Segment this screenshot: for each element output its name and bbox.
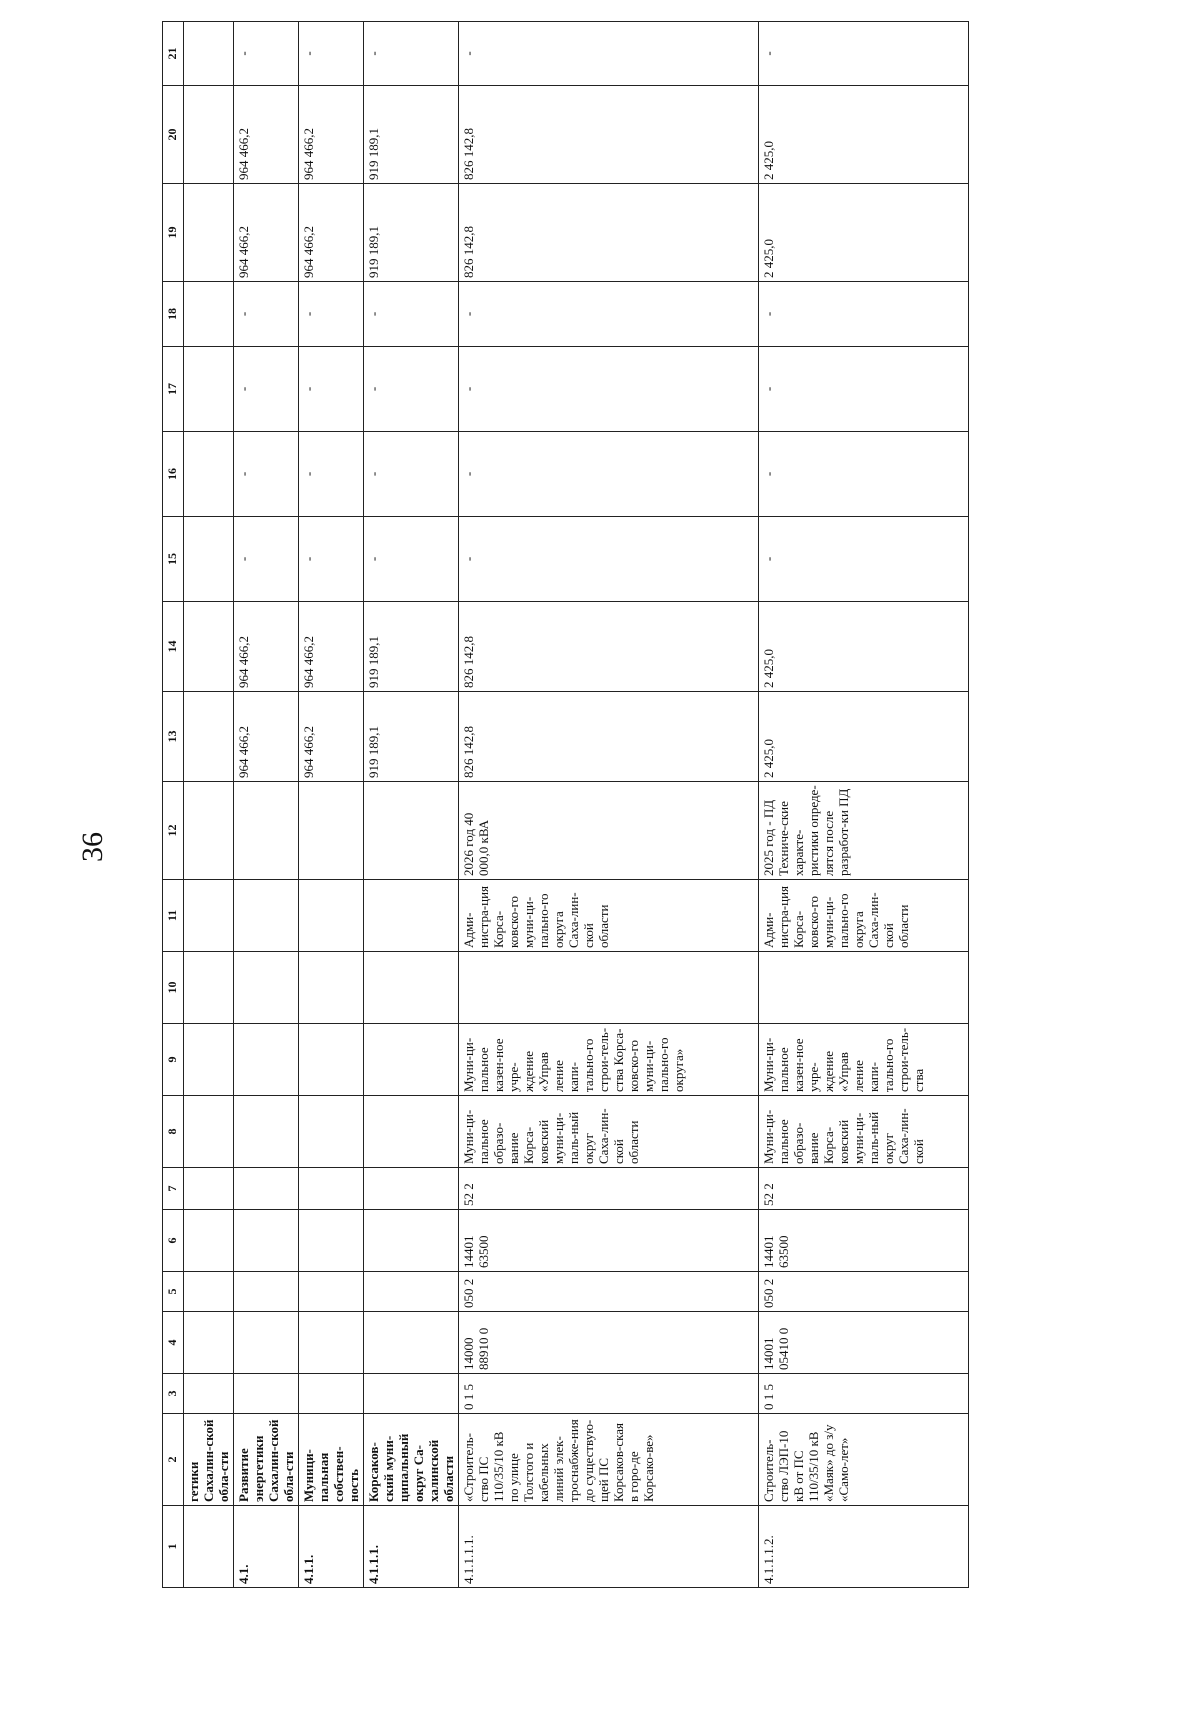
table-cell — [184, 432, 234, 517]
header-cell-6: 6 — [163, 1210, 184, 1272]
table-cell: Адми-нистра-ция Корса-ковско-го муни-ци-пально-го округа Саха-лин-ской области — [759, 880, 969, 952]
table-cell — [184, 86, 234, 184]
header-cell-2: 2 — [163, 1414, 184, 1506]
table-cell: 826 142,8 — [459, 86, 759, 184]
table-cell — [184, 347, 234, 432]
table-cell — [184, 1272, 234, 1312]
header-cell-8: 8 — [163, 1096, 184, 1168]
table-cell: - — [299, 282, 364, 347]
table-cell — [184, 517, 234, 602]
table-cell — [184, 1312, 234, 1374]
header-cell-1: 1 — [163, 1506, 184, 1588]
table-cell — [184, 782, 234, 880]
table-cell — [184, 952, 234, 1024]
table-cell — [299, 1312, 364, 1374]
table-cell — [364, 1272, 459, 1312]
table-cell: 2 425,0 — [759, 86, 969, 184]
table-cell: 14000 88910 0 — [459, 1312, 759, 1374]
table-cell — [299, 952, 364, 1024]
table-cell: - — [459, 347, 759, 432]
table-row — [299, 22, 364, 1588]
table-cell: 826 142,8 — [459, 184, 759, 282]
table-cell: Адми-нистра-ция Корса-ковско-го муни-ци-пально-го округа Саха-лин-ской области — [459, 880, 759, 952]
table-cell: - — [364, 517, 459, 602]
table-cell: 52 2 — [759, 1168, 969, 1210]
table-row — [184, 22, 234, 1588]
table-cell: Муни-ци-пальное образо-вание Корса-ковский муни-ци-паль-ный округ Саха-лин-ской — [759, 1096, 969, 1168]
header-cell-7: 7 — [163, 1168, 184, 1210]
header-cell-4: 4 — [163, 1312, 184, 1374]
table-cell — [234, 1096, 299, 1168]
header-cell-3: 3 — [163, 1374, 184, 1414]
table-cell — [184, 1506, 234, 1588]
table-cell: 0 1 5 — [459, 1374, 759, 1414]
table-cell — [299, 1272, 364, 1312]
table-cell: гетики Сахалин-ской обла-сти — [184, 1414, 234, 1506]
table-cell: 0 1 5 — [759, 1374, 969, 1414]
table-row — [759, 22, 969, 1588]
table-cell — [299, 1024, 364, 1096]
table-cell — [184, 880, 234, 952]
table-cell: 2025 год - ПД Техниче-ские характе-ристики опреде-лятся после разработ-ки ПД — [759, 782, 969, 880]
table-cell — [364, 1312, 459, 1374]
table-cell: - — [234, 282, 299, 347]
table-cell — [184, 692, 234, 782]
table-cell: 826 142,8 — [459, 692, 759, 782]
table-cell: - — [759, 517, 969, 602]
table-cell: - — [234, 347, 299, 432]
table-cell: 2 425,0 — [759, 184, 969, 282]
table-cell — [184, 1374, 234, 1414]
table-cell — [299, 782, 364, 880]
table-cell: 964 466,2 — [299, 184, 364, 282]
table-cell: - — [459, 22, 759, 86]
table-cell — [234, 1210, 299, 1272]
table-row — [459, 22, 759, 1588]
table-cell — [364, 1024, 459, 1096]
table-cell: 4.1.1.1. — [364, 1506, 459, 1588]
table-cell: Муни-ци-пальное образо-вание Корса-ковский муни-ци-паль-ный округ Саха-лин-ской области — [459, 1096, 759, 1168]
table-cell: 2 425,0 — [759, 692, 969, 782]
table-cell — [234, 880, 299, 952]
table-cell: - — [759, 22, 969, 86]
table-row — [364, 22, 459, 1588]
table-cell: - — [299, 517, 364, 602]
table-cell — [234, 1272, 299, 1312]
table-row — [234, 22, 299, 1588]
table-cell: - — [299, 432, 364, 517]
header-cell-14: 14 — [163, 602, 184, 692]
table-cell: - — [759, 432, 969, 517]
table-cell: «Строитель-ство ПС 110/35/10 кВ по улице Толстого и кабельных линий элек-троснабже-ния до существую-щей ПС Корсаков-ская в горо-де Корсако-ве» — [459, 1414, 759, 1506]
table-cell: - — [364, 22, 459, 86]
budget-table — [162, 21, 969, 1588]
page-number: 36 — [76, 832, 109, 862]
table-cell: Развитие энергетики Сахалин-ской обла-сти — [234, 1414, 299, 1506]
table-cell: Корсаков-ский муни-ципальный округ Са-халинской области — [364, 1414, 459, 1506]
table-cell — [184, 1096, 234, 1168]
header-cell-15: 15 — [163, 517, 184, 602]
table-cell: 964 466,2 — [299, 602, 364, 692]
table-cell — [184, 602, 234, 692]
header-cell-16: 16 — [163, 432, 184, 517]
table-cell: 2 425,0 — [759, 602, 969, 692]
table-cell — [184, 1024, 234, 1096]
table-cell: - — [759, 282, 969, 347]
table-cell: - — [234, 517, 299, 602]
table-cell: 14401 63500 — [759, 1210, 969, 1272]
table-cell: Муници-пальная собствен-ность — [299, 1414, 364, 1506]
table-cell — [234, 1374, 299, 1414]
table-cell: - — [234, 432, 299, 517]
table-cell: 52 2 — [459, 1168, 759, 1210]
table-cell — [759, 952, 969, 1024]
header-cell-9: 9 — [163, 1024, 184, 1096]
table-cell: 4.1.1. — [299, 1506, 364, 1588]
table-cell — [459, 952, 759, 1024]
table-cell: 14001 05410 0 — [759, 1312, 969, 1374]
table-cell — [184, 22, 234, 86]
table-cell: 919 189,1 — [364, 692, 459, 782]
table-cell — [364, 952, 459, 1024]
table-cell — [299, 1210, 364, 1272]
table-cell — [184, 1210, 234, 1272]
table-cell: - — [759, 347, 969, 432]
table-cell: 14401 63500 — [459, 1210, 759, 1272]
table-cell: - — [459, 517, 759, 602]
table-cell — [299, 1168, 364, 1210]
header-cell-5: 5 — [163, 1272, 184, 1312]
table-cell — [299, 880, 364, 952]
header-cell-13: 13 — [163, 692, 184, 782]
table-cell: 050 2 — [759, 1272, 969, 1312]
table-cell: - — [364, 282, 459, 347]
table-cell: - — [364, 347, 459, 432]
table-cell: - — [459, 432, 759, 517]
table-cell: Муни-ци-пальное казен-ное учре-ждение «Управ ление капи-тально-го строи-тель-ства Корса-ковско-го муни-ци-пально-го округа» — [459, 1024, 759, 1096]
table-cell — [364, 880, 459, 952]
table-cell: 4.1.1.1.2. — [759, 1506, 969, 1588]
table-cell: 964 466,2 — [234, 184, 299, 282]
table-cell: Муни-ци-пальное казен-ное учре-ждение «Управ ление капи-тально-го строи-тель-ства — [759, 1024, 969, 1096]
table-cell: - — [299, 22, 364, 86]
table-cell — [364, 1096, 459, 1168]
table-cell — [364, 782, 459, 880]
table-cell — [184, 1168, 234, 1210]
header-row — [163, 22, 184, 1588]
header-cell-20: 20 — [163, 86, 184, 184]
table-cell: Строитель-ство ЛЭП-10 кВ от ПС 110/35/10 кВ «Маяк» до з/у «Само-лет» — [759, 1414, 969, 1506]
table-cell: 964 466,2 — [234, 602, 299, 692]
table-cell: 050 2 — [459, 1272, 759, 1312]
table-cell: 964 466,2 — [234, 692, 299, 782]
table-cell: 2026 год 40 000,0 кВА — [459, 782, 759, 880]
table-cell — [364, 1168, 459, 1210]
header-cell-12: 12 — [163, 782, 184, 880]
header-cell-10: 10 — [163, 952, 184, 1024]
table-cell: 826 142,8 — [459, 602, 759, 692]
table-cell: 4.1.1.1.1. — [459, 1506, 759, 1588]
table-cell — [234, 1312, 299, 1374]
header-cell-17: 17 — [163, 347, 184, 432]
table-cell: 964 466,2 — [299, 86, 364, 184]
table-cell: 919 189,1 — [364, 602, 459, 692]
table-cell — [234, 1024, 299, 1096]
header-cell-18: 18 — [163, 282, 184, 347]
table-cell — [299, 1374, 364, 1414]
table-cell — [234, 952, 299, 1024]
table-cell: 919 189,1 — [364, 184, 459, 282]
table-cell: 964 466,2 — [234, 86, 299, 184]
table-cell: - — [234, 22, 299, 86]
table-cell: 964 466,2 — [299, 692, 364, 782]
header-cell-21: 21 — [163, 22, 184, 86]
table-cell: - — [299, 347, 364, 432]
table-cell — [234, 1168, 299, 1210]
table-cell: 4.1. — [234, 1506, 299, 1588]
table-cell — [184, 184, 234, 282]
header-cell-19: 19 — [163, 184, 184, 282]
rotated-table-wrapper — [162, 40, 1112, 1588]
table-cell — [184, 282, 234, 347]
table-cell — [364, 1210, 459, 1272]
table-cell: 919 189,1 — [364, 86, 459, 184]
header-cell-11: 11 — [163, 880, 184, 952]
table-cell: - — [364, 432, 459, 517]
table-cell — [299, 1096, 364, 1168]
table-cell — [234, 782, 299, 880]
table-cell — [364, 1374, 459, 1414]
table-cell: - — [459, 282, 759, 347]
